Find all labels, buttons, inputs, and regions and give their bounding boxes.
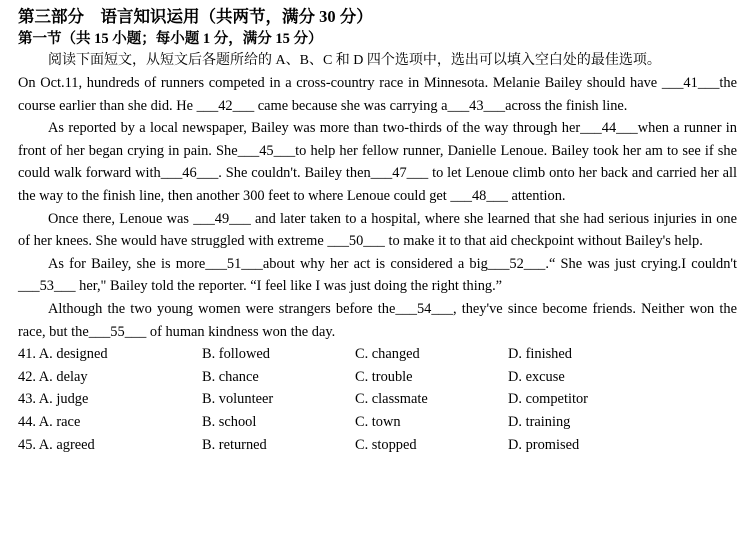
paragraph-4: As for Bailey, she is more___51___about why her act is considered a big___52___.“ She was just crying.I couldn't ___53___ her," Bailey told the reporter. “I feel like I was just doing the right thing.”	[18, 255, 737, 295]
option-row	[18, 434, 737, 457]
option-d: D. training	[508, 413, 571, 430]
option-a: 41. A. designed	[18, 346, 108, 363]
option-a: 44. A. race	[18, 413, 81, 430]
passage	[18, 72, 737, 343]
section-title: 第三部分 语言知识运用（共两节，满分 30 分）	[18, 7, 373, 26]
option-b: B. chance	[202, 368, 259, 385]
paragraph-3: Once there, Lenoue was ___49___ and later taken to a hospital, where she learned that she had serious injuries in one of her knees. She would have struggled with extreme ___50___ to make it to that aid checkpoint without Bailey's help.	[18, 210, 737, 250]
option-b: B. volunteer	[202, 391, 274, 408]
option-a: 42. A. delay	[18, 368, 88, 385]
option-d: D. promised	[508, 436, 580, 453]
paragraph-1: On Oct.11, hundreds of runners competed in a cross-country race in Minnesota. Melanie Bailey should have ___41___the course earlier than she did. He ___42___ came because she was carrying a___43___across the finish line.	[18, 75, 737, 114]
option-b: B. school	[202, 413, 257, 430]
paragraph-5: Although the two young women were strangers before the___54___, they've since become friends. Neither won the race, but the___55___ of human kindness won the day.	[18, 300, 737, 340]
option-c: C. changed	[355, 346, 420, 363]
option-c: C. town	[355, 413, 401, 430]
option-b: B. returned	[202, 436, 267, 453]
option-a: 45. A. agreed	[18, 436, 95, 453]
option-c: C. trouble	[355, 368, 413, 385]
option-d: D. excuse	[508, 368, 565, 385]
option-d: D. competitor	[508, 391, 588, 408]
option-a: 43. A. judge	[18, 391, 89, 408]
paragraph-2: As reported by a local newspaper, Bailey was more than two-thirds of the way through her___44___when a runner in front of her began crying in pain. She___45___to help her fellow runner, Danielle Lenoue. Bailey took her am to see if she could walk forward with___46___. She couldn't. Bailey then___47___ to let Lenoue climb onto her back and carried her all the way to the finish line, then another 300 feet to where Lenoue could get ___48___ attention.	[18, 120, 737, 204]
option-c: C. classmate	[355, 391, 428, 408]
option-row	[18, 388, 737, 411]
option-row	[18, 343, 737, 366]
option-row	[18, 411, 737, 434]
option-b: B. followed	[202, 346, 270, 363]
option-c: C. stopped	[355, 436, 417, 453]
option-d: D. finished	[508, 346, 572, 363]
subsection-title: 第一节（共 15 小题；每小题 1 分，满分 15 分）	[18, 31, 323, 47]
instructions: 阅读下面短文，从短文后各题所给的 A、B、C 和 D 四个选项中，选出可以填入空白处的最佳选项。	[48, 53, 661, 68]
options-list	[18, 343, 737, 456]
option-row	[18, 366, 737, 389]
